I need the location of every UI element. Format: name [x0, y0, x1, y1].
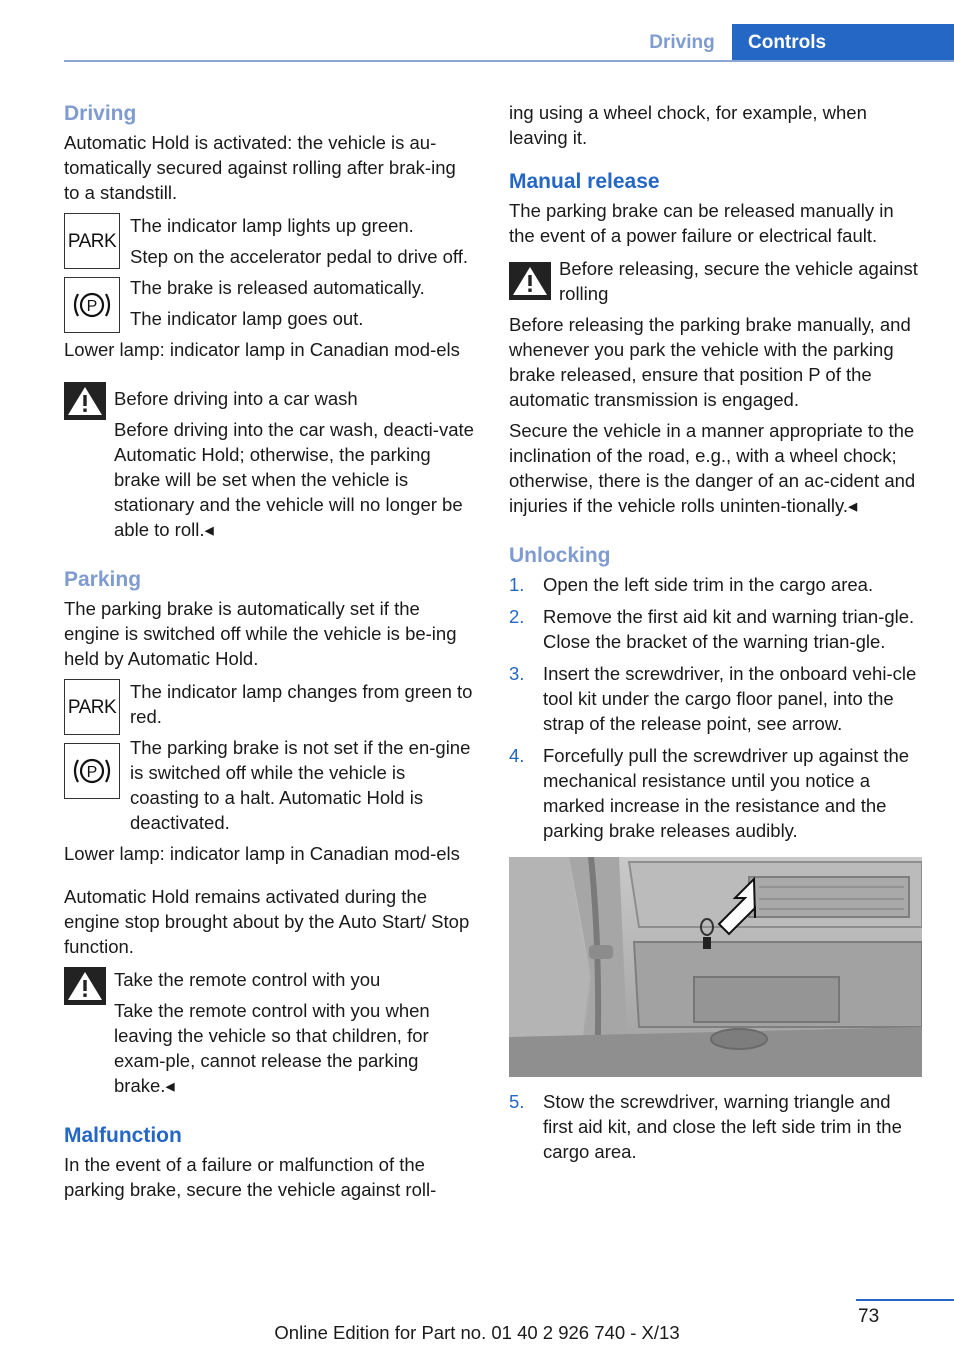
page-number-rule	[856, 1299, 954, 1301]
step-text: Insert the screwdriver, in the onboard vehi-cle tool kit under the cargo floor panel, into the strap of the release point, see arrow.	[543, 663, 917, 734]
list-item	[509, 604, 922, 654]
parking-intro: The parking brake is automatically set if the engine is switched off while the vehicle is be-ing held by Automatic Hold.	[64, 598, 457, 669]
heading-parking: Parking	[64, 568, 142, 591]
park-indicator-icon: PARK	[64, 679, 120, 735]
warning-triangle-icon	[509, 262, 551, 300]
footer-edition: Online Edition for Part no. 01 40 2 926 740 - X/13	[274, 1322, 680, 1343]
left-column	[64, 100, 476, 1208]
remote-warning-title: Take the remote control with you	[114, 969, 381, 990]
carwash-warning	[64, 386, 476, 542]
driving-indicator-block	[64, 213, 476, 331]
parking-indicator-block	[64, 679, 476, 835]
cargo-area-photo	[509, 857, 922, 1077]
park-indicator-icon: PARK	[64, 213, 120, 269]
driving-line-4: The indicator lamp goes out.	[130, 308, 364, 329]
page-number: 73	[858, 1306, 880, 1327]
malfunction-text: In the event of a failure or malfunction of the parking brake, secure the vehicle against roll-	[64, 1154, 437, 1200]
unlocking-steps	[509, 572, 922, 843]
heading-unlocking: Unlocking	[509, 544, 611, 567]
driving-intro: Automatic Hold is activated: the vehicle is au-tomatically secured against rolling after brak-ing to a standstill.	[64, 132, 456, 203]
release-warning-p2: Secure the vehicle in a manner appropriate to the inclination of the road, e.g., with a wheel chock; otherwise, there is the danger of an ac-cident and injuries if the vehicle rolls uninten-tionally.◂	[509, 420, 916, 516]
header-rule	[64, 60, 954, 62]
step-number: 5.	[509, 1091, 525, 1112]
carwash-warning-text: Before driving into the car wash, deacti-vate Automatic Hold; otherwise, the parking brake will be set when the vehicle is stationary and the vehicle will no longer be able to roll.◂	[114, 419, 474, 540]
header-section-tab: Driving	[649, 32, 715, 53]
release-warning-p1: Before releasing the parking brake manually, and whenever you park the vehicle with the parking brake released, ensure that position P of the automatic transmission is engaged.	[509, 314, 911, 410]
remote-warning-text: Take the remote control with you when leaving the vehicle so that children, for exam-ple, cannot release the parking brake.◂	[114, 1000, 430, 1096]
list-item	[509, 661, 922, 736]
warning-triangle-icon	[64, 382, 106, 420]
step-number: 4.	[509, 745, 525, 766]
step-text: Remove the first aid kit and warning trian-gle. Close the bracket of the warning trian-gle.	[543, 606, 915, 652]
parking-auto-start-stop: Automatic Hold remains activated during the engine stop brought about by the Auto Start/ Stop function.	[64, 886, 470, 957]
manual-release-text: The parking brake can be released manually in the event of a power failure or electrical fault.	[509, 200, 894, 246]
unlocking-steps-continued	[509, 1089, 922, 1164]
remote-warning	[64, 967, 476, 1098]
heading-driving: Driving	[64, 102, 137, 125]
step-text: Stow the screwdriver, warning triangle and first aid kit, and close the left side trim in the cargo area.	[543, 1091, 902, 1162]
list-item	[509, 572, 922, 597]
step-number: 1.	[509, 574, 525, 595]
release-warning-title: Before releasing, secure the vehicle against rolling	[559, 258, 918, 304]
step-text: Forcefully pull the screwdriver up against the mechanical resistance until you notice a marked increase in the resistance and the parking brake releases audibly.	[543, 745, 910, 841]
malfunction-continuation: ing using a wheel chock, for example, when leaving it.	[509, 102, 867, 148]
driving-line-2: Step on the accelerator pedal to drive off.	[130, 246, 469, 267]
step-text: Open the left side trim in the cargo area.	[543, 574, 874, 595]
step-number: 3.	[509, 663, 525, 684]
heading-manual-release: Manual release	[509, 170, 660, 193]
release-warning	[509, 256, 922, 306]
driving-line-3: The brake is released automatically.	[130, 277, 425, 298]
parking-brake-p-icon	[64, 277, 120, 333]
parking-brake-p-icon	[64, 743, 120, 799]
heading-malfunction: Malfunction	[64, 1124, 182, 1147]
step-number: 2.	[509, 606, 525, 627]
driving-line-1: The indicator lamp lights up green.	[130, 215, 414, 236]
right-column	[509, 100, 922, 1171]
driving-lower-lamp: Lower lamp: indicator lamp in Canadian mod-els	[64, 339, 460, 360]
header-chapter-tab: Controls	[732, 24, 954, 61]
parking-line-2: The parking brake is not set if the en-gine is switched off while the vehicle is coasting to a halt. Automatic Hold is deactivated.	[130, 737, 471, 833]
parking-lower-lamp: Lower lamp: indicator lamp in Canadian mod-els	[64, 843, 460, 864]
svg-text:P: P	[86, 764, 98, 781]
svg-text:P: P	[86, 298, 98, 315]
list-item	[509, 1089, 922, 1164]
warning-triangle-icon	[64, 967, 106, 1005]
parking-line-1: The indicator lamp changes from green to red.	[130, 681, 473, 727]
carwash-warning-title: Before driving into a car wash	[114, 388, 358, 409]
list-item	[509, 743, 922, 843]
